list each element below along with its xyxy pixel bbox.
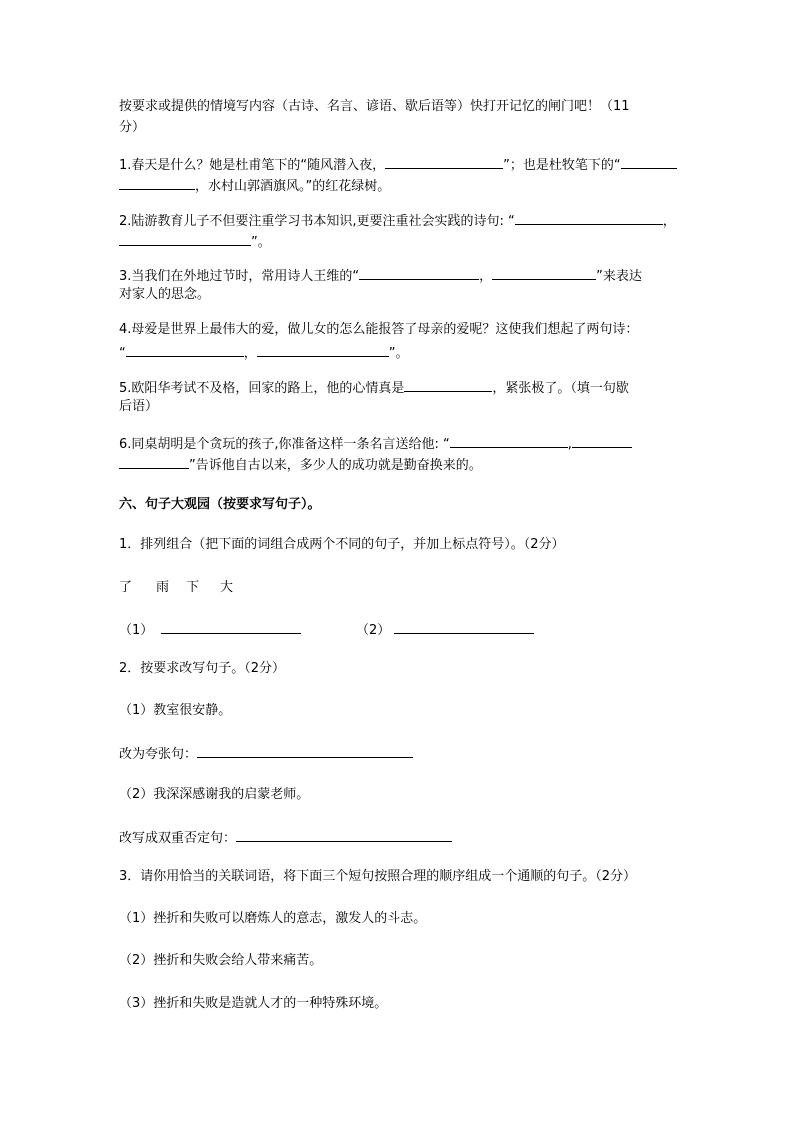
question-3-text-c: ”来表达 [596,269,642,284]
question-6-line-2 [119,453,482,476]
question-6-text-a: 6.同桌胡明是个贪玩的孩子,你准备这样一条名言送给他: “ [119,437,450,452]
answer-blank[interactable] [126,341,244,357]
part-3-title: 3．请你用恰当的关联词语，将下面三个短句按照合理的顺序组成一个通顺的句子。（2分） [119,869,637,884]
question-4-line-2 [119,341,409,364]
question-6-line-1 [119,432,632,455]
prompt-label: 改写成双重否定句： [119,831,237,846]
question-5-text-b: ，紧张极了。（填一句歇 [492,381,629,396]
question-2-line-1 [119,209,676,232]
part-2-title: 2．按要求改写句子。（2分） [119,661,286,676]
part-2-sentence-2: （2）我深深感谢我的启蒙老师。 [119,787,310,802]
question-1-text-a: 1.春天是什么？她是杜甫笔下的“随风潜入夜， [119,158,386,173]
option-1-label: （1） [119,623,154,638]
part-2-prompt-2 [119,826,452,849]
question-5-text-a: 5.欧阳华考试不及格，回家的路上，他的心情真是 [119,381,405,396]
answer-blank[interactable] [119,230,251,246]
part-3-sentence-3: （3）挫折和失败是造就人才的一种特殊环境。 [119,996,388,1011]
question-4-text-b: “ [119,346,126,361]
question-3-line-2: 对家人的思念。 [119,287,211,302]
word-chip: 大 [220,580,234,595]
question-2-text-c: ”。 [251,235,271,250]
question-1-line-2 [119,174,390,197]
answer-blank[interactable] [161,618,301,634]
answer-blank[interactable] [572,432,632,448]
prompt-label: 改为夸张句： [119,747,198,762]
question-1-line-1 [119,153,677,176]
answer-blank[interactable] [119,453,189,469]
word-chip: 雨 [156,580,170,595]
question-4-line-1: 4.母爱是世界上最伟大的爱，做儿女的怎么能报答了母亲的爱呢？这使我们想起了两句诗： [119,322,639,337]
question-3-text-a: 3.当我们在外地过节时，常用诗人王维的“ [119,269,360,284]
part-3-sentence-1: （1）挫折和失败可以磨炼人的意志，激发人的斗志。 [119,911,427,926]
answer-blank[interactable] [257,341,389,357]
answer-blank[interactable] [385,153,503,169]
question-1-text-b: ”；也是杜牧笔下的“ [503,158,621,173]
question-3-line-1 [119,264,642,287]
part-2-prompt-1 [119,742,413,765]
question-4-text-d: ”。 [388,346,409,361]
word-list [119,578,233,598]
answer-blank[interactable] [492,264,596,280]
part-2-sentence-1: （1）教室很安静。 [119,703,232,718]
option-2-label: （2） [356,623,391,638]
part-1-answers [119,618,534,641]
intro-line-1: 按要求或提供的情境写内容（古诗、名言、谚语、歇后语等）快打开记忆的闸门吧！（11 [119,99,630,114]
answer-blank[interactable] [515,209,663,225]
section-6-title: 六、句子大观园（按要求写句子）。 [119,497,321,512]
answer-blank[interactable] [119,174,195,190]
answer-blank[interactable] [621,153,677,169]
question-5-line-2: 后语） [119,399,159,414]
question-1-text-c: ，水村山郭酒旗风。”的红花绿树。 [195,179,391,194]
intro-line-2: 分） [119,120,146,135]
answer-blank[interactable] [236,826,452,842]
answer-blank[interactable] [450,432,568,448]
part-1-title: 1．排列组合（把下面的词组合成两个不同的句子，并加上标点符号）。（2分） [119,537,565,552]
question-2-text-b: ， [662,214,676,229]
question-3-text-b: ， [479,269,493,284]
word-chip: 了 [119,580,133,595]
word-chip: 下 [186,580,200,595]
question-2-line-2 [119,230,271,253]
question-5-line-1 [119,376,629,399]
answer-blank[interactable] [197,742,413,758]
question-6-text-c: ”告诉他自古以来，多少人的成功就是勤奋换来的。 [189,458,482,473]
question-2-text-a: 2.陆游教育儿子不但要注重学习书本知识,更要注重社会实践的诗句: “ [119,214,515,229]
part-3-sentence-2: （2）挫折和失败会给人带来痛苦。 [119,953,323,968]
question-4-text-c: ， [243,346,257,361]
answer-blank[interactable] [394,618,534,634]
answer-blank[interactable] [359,264,479,280]
answer-blank[interactable] [404,376,492,392]
question-6-text-b: , [567,437,572,452]
